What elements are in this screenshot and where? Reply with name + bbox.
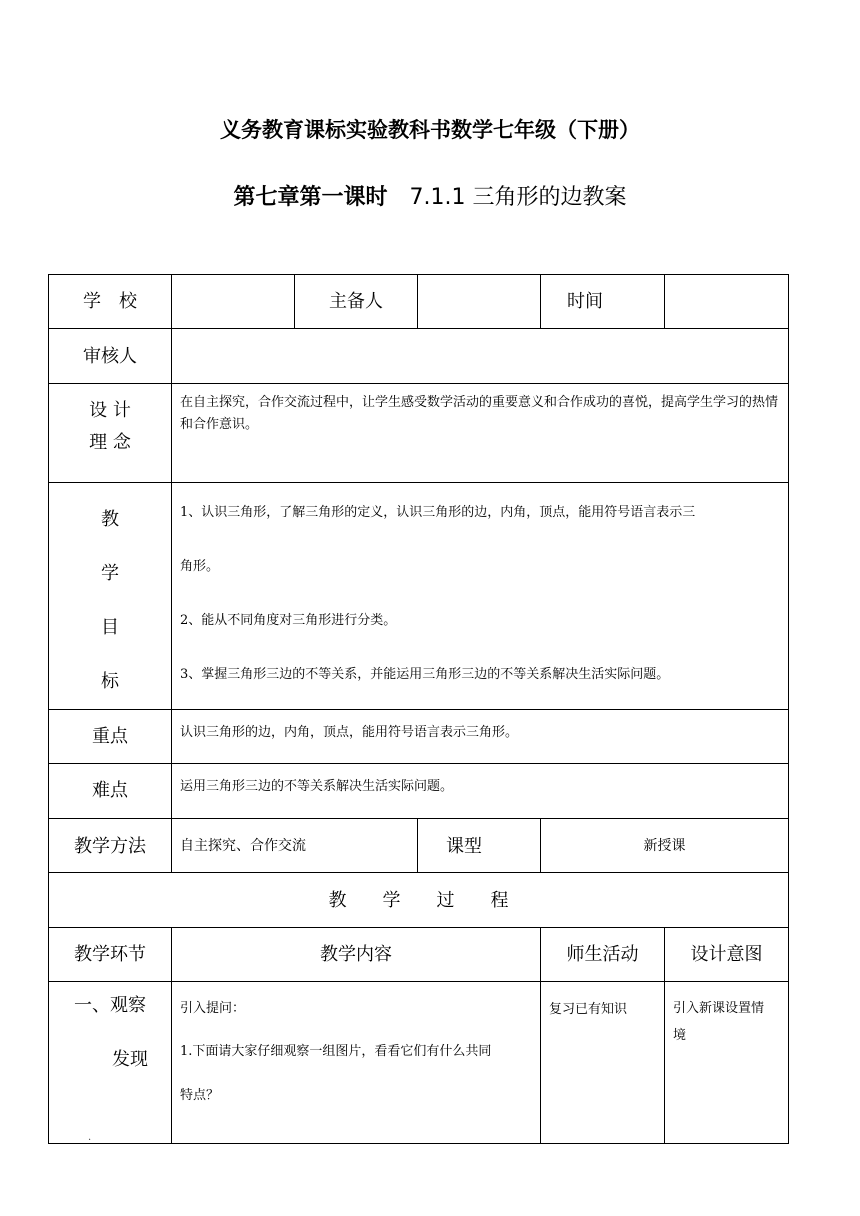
process-header-row	[49, 928, 789, 982]
stage-line2: 发现	[112, 1049, 148, 1070]
objectives-label-char: 教	[101, 509, 119, 530]
difficulty-label: 难点	[49, 764, 172, 819]
intent-header: 设计意图	[665, 928, 789, 982]
reviewer-row	[49, 329, 789, 384]
school-label: 学 校	[49, 275, 172, 329]
intent-line: 引入新课设置情	[673, 1001, 765, 1016]
time-label: 时间	[541, 275, 665, 329]
process-heading: 教 学 过 程	[49, 873, 789, 928]
design-concept-text: 在自主探究，合作交流过程中，让学生感受数学活动的重要意义和合作成功的喜悦，提高学生学习的热情和合作意识。	[172, 384, 789, 483]
time-value	[665, 275, 789, 329]
lesson-label: 7.1.1 三角形的边教案	[409, 185, 627, 210]
key-point-text: 认识三角形的边，内角，顶点，能用符号语言表示三角形。	[172, 710, 789, 764]
preparer-value	[418, 275, 541, 329]
method-value: 自主探究、合作交流	[172, 819, 418, 873]
document-subtitle	[0, 180, 860, 211]
key-point-row	[49, 710, 789, 764]
content-header: 教学内容	[172, 928, 541, 982]
footer-mark: .	[88, 1132, 92, 1143]
objectives-list	[172, 483, 789, 710]
design-concept-label-line1: 设 计	[89, 400, 131, 421]
design-concept-label	[49, 384, 172, 483]
design-concept-row	[49, 384, 789, 483]
method-row	[49, 819, 789, 873]
key-point-label: 重点	[49, 710, 172, 764]
stage-header: 教学环节	[49, 928, 172, 982]
stage-cell	[49, 982, 172, 1144]
objectives-label-char: 目	[101, 617, 119, 638]
objective-item: 角形。	[180, 559, 220, 574]
stage-line1: 一、观察	[74, 995, 146, 1016]
objective-item: 2、能从不同角度对三角形进行分类。	[180, 613, 397, 628]
activity-cell: 复习已有知识	[541, 982, 665, 1144]
objectives-label-char: 学	[101, 563, 119, 584]
objectives-label	[49, 483, 172, 710]
process-row	[49, 982, 789, 1144]
method-label: 教学方法	[49, 819, 172, 873]
chapter-label: 第七章第一课时	[233, 185, 388, 210]
design-concept-label-line2: 理 念	[89, 432, 131, 453]
intent-cell	[665, 982, 789, 1144]
difficulty-row	[49, 764, 789, 819]
school-value	[172, 275, 295, 329]
content-line: 特点？	[180, 1088, 220, 1103]
difficulty-text: 运用三角形三边的不等关系解决生活实际问题。	[172, 764, 789, 819]
type-value: 新授课	[541, 819, 789, 873]
info-row	[49, 275, 789, 329]
document-title: 义务教育课标实验教科书数学七年级（下册）	[220, 118, 640, 142]
objectives-row	[49, 483, 789, 710]
content-line: 1.下面请大家仔细观察一组图片，看看它们有什么共同	[180, 1044, 492, 1059]
process-heading-row	[49, 873, 789, 928]
objective-item: 1、认识三角形，了解三角形的定义，认识三角形的边，内角，顶点，能用符号语言表示三	[180, 505, 696, 520]
content-cell	[172, 982, 541, 1144]
reviewer-label: 审核人	[49, 329, 172, 384]
objective-item: 3、掌握三角形三边的不等关系，并能运用三角形三边的不等关系解决生活实际问题。	[180, 667, 670, 682]
reviewer-value	[172, 329, 789, 384]
activity-header: 师生活动	[541, 928, 665, 982]
type-label: 课型	[418, 819, 541, 873]
lesson-plan-table	[48, 274, 789, 1144]
objectives-label-char: 标	[101, 671, 119, 692]
content-line: 引入提问：	[180, 1001, 246, 1016]
intent-line: 境	[673, 1028, 687, 1043]
preparer-label: 主备人	[295, 275, 418, 329]
